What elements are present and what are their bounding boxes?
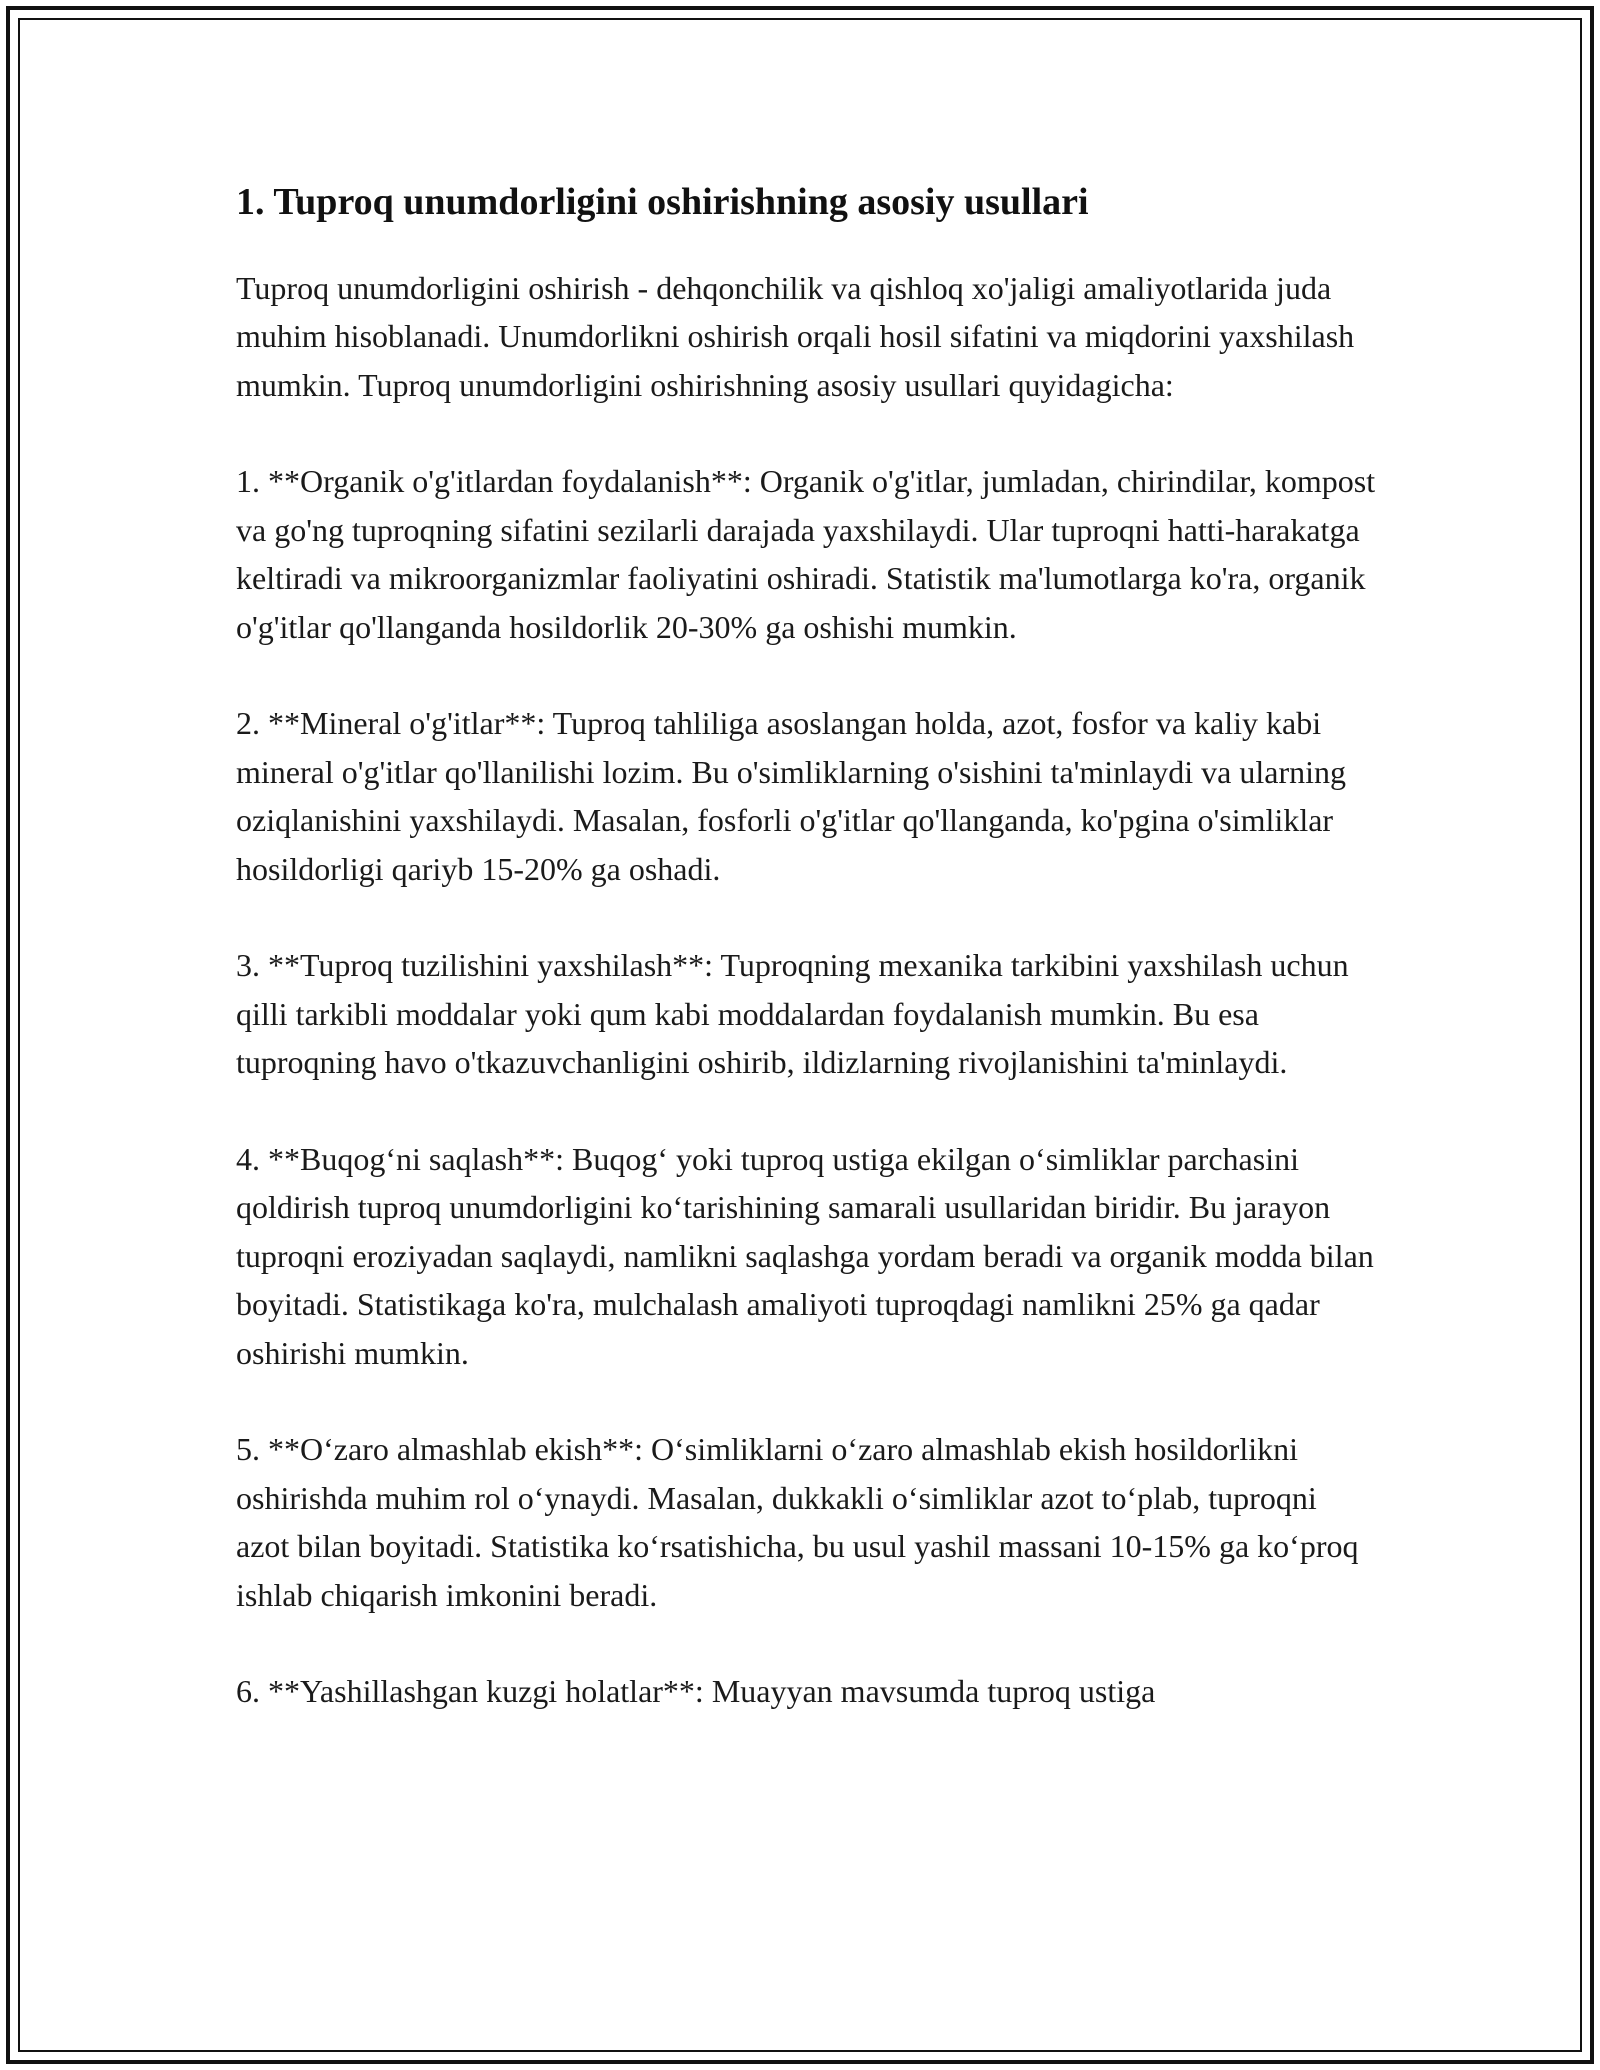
paragraph-mulching: 4. **Buqog‘ni saqlash**: Buqog‘ yoki tuproq ustiga ekilgan o‘simliklar parchasini qoldirish tuproq unumdorligini ko‘tarishining samarali usullaridan biridir. Bu jarayon tuproqni eroziyadan saqlaydi, namlikni saqlashga yordam beradi va organik modda bilan boyitadi. Statistikaga ko'ra, mulchalash amaliyoti tuproqdagi namlikni 25% ga qadar oshirishi mumkin. xyxy=(236,1140,1374,1371)
paragraph-green-cover: 6. **Yashillashgan kuzgi holatlar**: Muayyan mavsumda tuproq ustiga xyxy=(236,1673,1156,1710)
section-heading: 1. Tuproq unumdorligini oshirishning asosiy usullari xyxy=(236,181,1089,223)
paragraph-organic-fertilizers: 1. **Organik o'g'itlardan foydalanish**: Organik o'g'itlar, jumladan, chirindilar, kompost va go'ng tuproqning sifatini sezilarli darajada yaxshilaydi. Ular tuproqni hatti-harakatga keltiradi va mikroorganizmlar faoliyatini oshiradi. Statistik ma'lumotlarga ko'ra, organik o'g'itlar qo'llanganda hosildorlik 20-30% ga oshishi mumkin. xyxy=(236,463,1376,645)
paragraph-mineral-fertilizers: 2. **Mineral o'g'itlar**: Tuproq tahliliga asoslangan holda, azot, fosfor va kaliy kabi mineral o'g'itlar qo'llanilishi lozim. Bu o'simliklarning o'sishini ta'minlaydi va ularning oziqlanishini yaxshilaydi. Masalan, fosforli o'g'itlar qo'llanganda, ko'pgina o'simliklar hosildorligi qariyb 15-20% ga oshadi. xyxy=(236,705,1347,887)
paragraph-crop-rotation: 5. **O‘zaro almashlab ekish**: O‘simliklarni o‘zaro almashlab ekish hosildorlikni oshirishda muhim rol o‘ynaydi. Masalan, dukkakli o‘simliklar azot to‘plab, tuproqni azot bilan boyitadi. Statistika ko‘rsatishicha, bu usul yashil massani 10-15% ga ko‘proq ishlab chiqarish imkonini beradi. xyxy=(236,1431,1359,1613)
intro-paragraph: Tuproq unumdorligini oshirish - dehqonchilik va qishloq xo'jaligi amaliyotlarida juda muhim hisoblanadi. Unumdorlikni oshirish orqali hosil sifatini va miqdorini yaxshilash mumkin. Tuproq unumdorligini oshirishning asosiy usullari quyidagicha: xyxy=(236,269,1355,403)
paragraph-soil-structure: 3. **Tuproq tuzilishini yaxshilash**: Tuproqning mexanika tarkibini yaxshilash uchun qilli tarkibli moddalar yoki qum kabi moddalardan foydalanish mumkin. Bu esa tuproqning havo o'tkazuvchanligini oshirib, ildizlarning rivojlanishini ta'minlaydi. xyxy=(236,947,1349,1081)
document-body xyxy=(236,180,1376,1764)
